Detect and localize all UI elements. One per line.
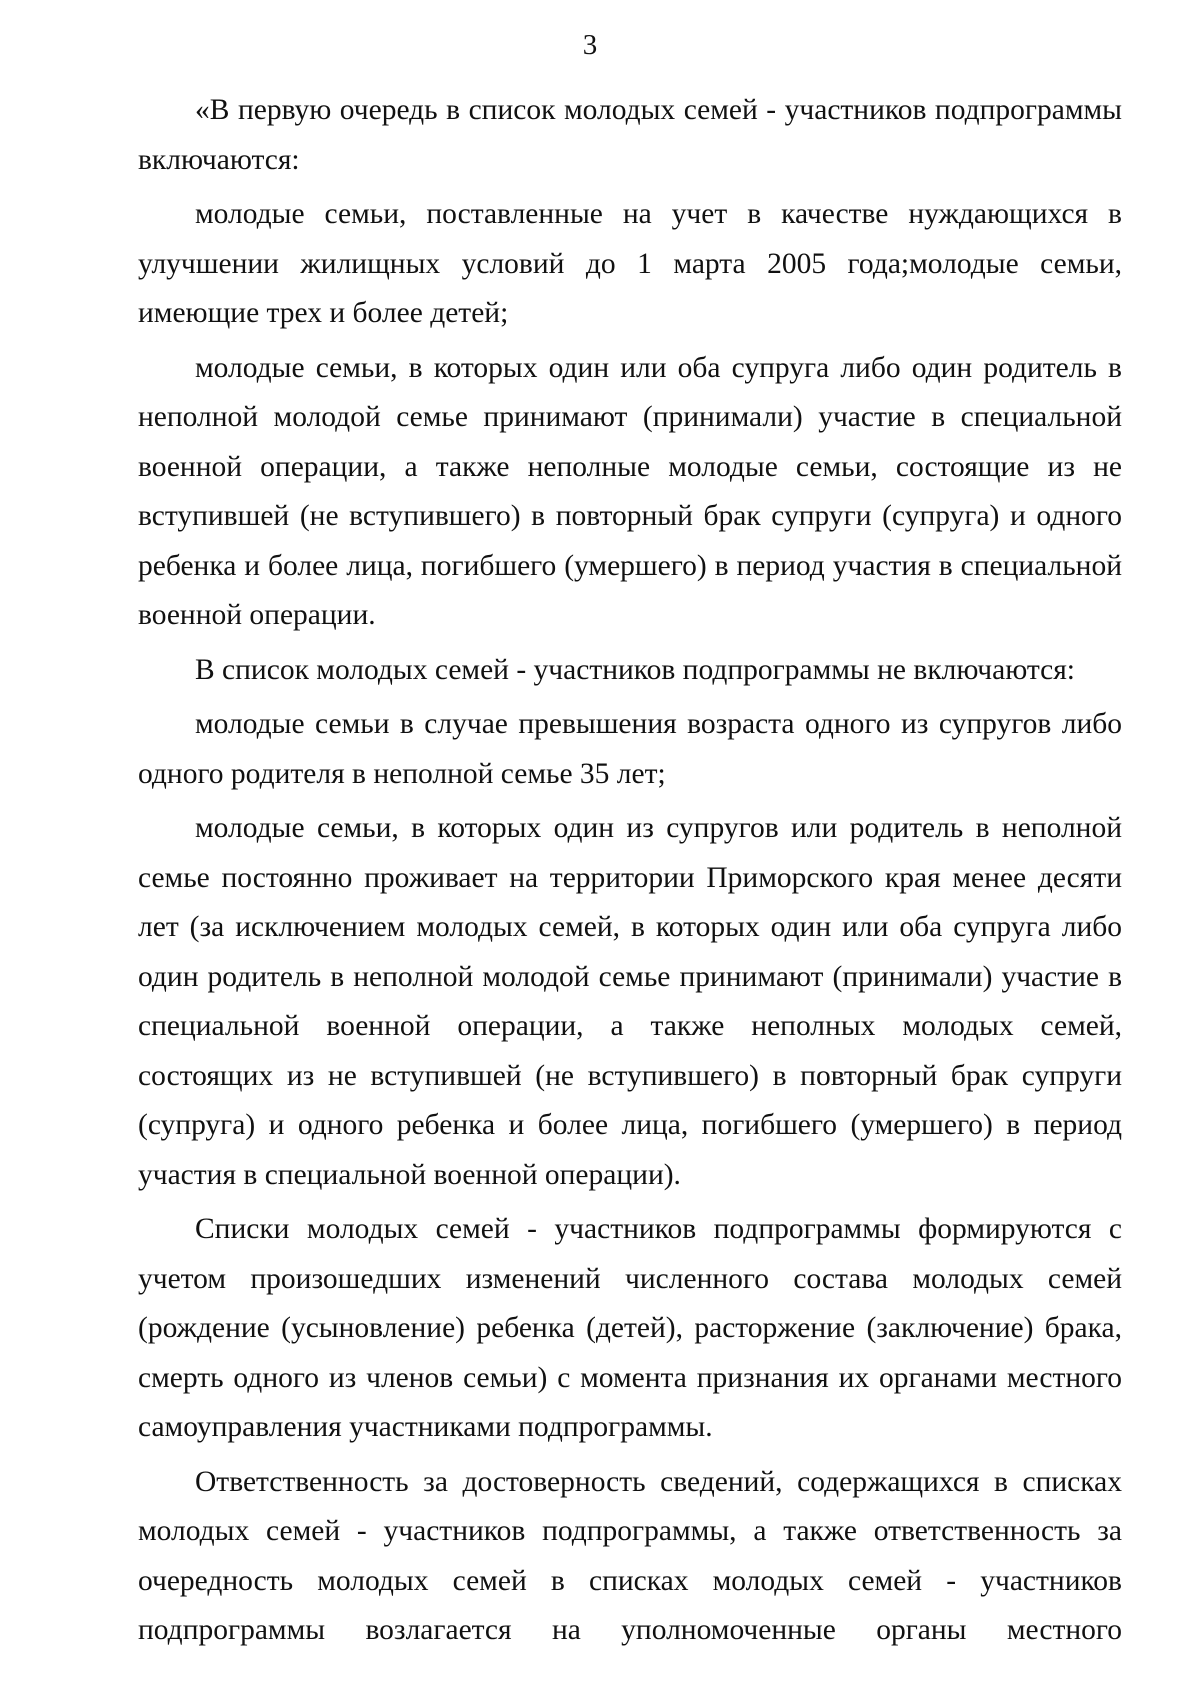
- paragraph-responsibility: Ответственность за достоверность сведений, содержащихся в списках молодых семей - участников подпрограммы, а также ответственность за очередность молодых семей в списках молодых семей - участников подпрограммы возлагается на уполномоченные органы местного: [138, 1465, 1122, 1646]
- paragraph-military-operation-families: молодые семьи, в которых один или оба супруга либо один родитель в неполной молодой семье принимают (принимали) участие в специальной военной операции, а также неполные молодые семьи, состоящие из не вступившей (не вступившего) в повторный брак супруги (супруга) и одного ребенка и более лица, погибшего (умершего) в период участия в специальной военной операции.: [138, 351, 1122, 631]
- paragraph-exclusion-intro: В список молодых семей - участников подпрограммы не включаются:: [195, 653, 1075, 686]
- page-number: 3: [582, 29, 598, 61]
- paragraph-residency-requirement: молодые семьи, в которых один из супругов или родитель в неполной семье постоянно проживает на территории Приморского края менее десяти лет (за исключением молодых семей, в которых один или оба супруга либо один родитель в неполной молодой семье принимают (принимали) участие в специальной военной операции, а также неполных молодых семей, состоящих из не вступившей (не вступившего) в повторный брак супруги (супруга) и одного ребенка и более лица, погибшего (умершего) в период участия в специальной военной операции).: [138, 812, 1122, 1191]
- document-body: [138, 86, 1122, 1661]
- paragraph-priority-list-intro: «В первую очередь в список молодых семей - участников подпрограммы включаются:: [138, 94, 1122, 176]
- paragraph-list-formation: Списки молодых семей - участников подпрограммы формируются с учетом произошедших изменений численного состава молодых семей (рождение (усыновление) ребенка (детей), расторжение (заключение) брака, смерть одного из членов семьи) с момента признания их органами местного самоуправления участниками подпрограммы.: [138, 1213, 1122, 1443]
- paragraph-age-limit: молодые семьи в случае превышения возраста одного из супругов либо одного родителя в неполной семье 35 лет;: [138, 708, 1122, 790]
- paragraph-registered-families: молодые семьи, поставленные на учет в качестве нуждающихся в улучшении жилищных условий до 1 марта 2005 года;молодые семьи, имеющие трех и более детей;: [138, 198, 1122, 329]
